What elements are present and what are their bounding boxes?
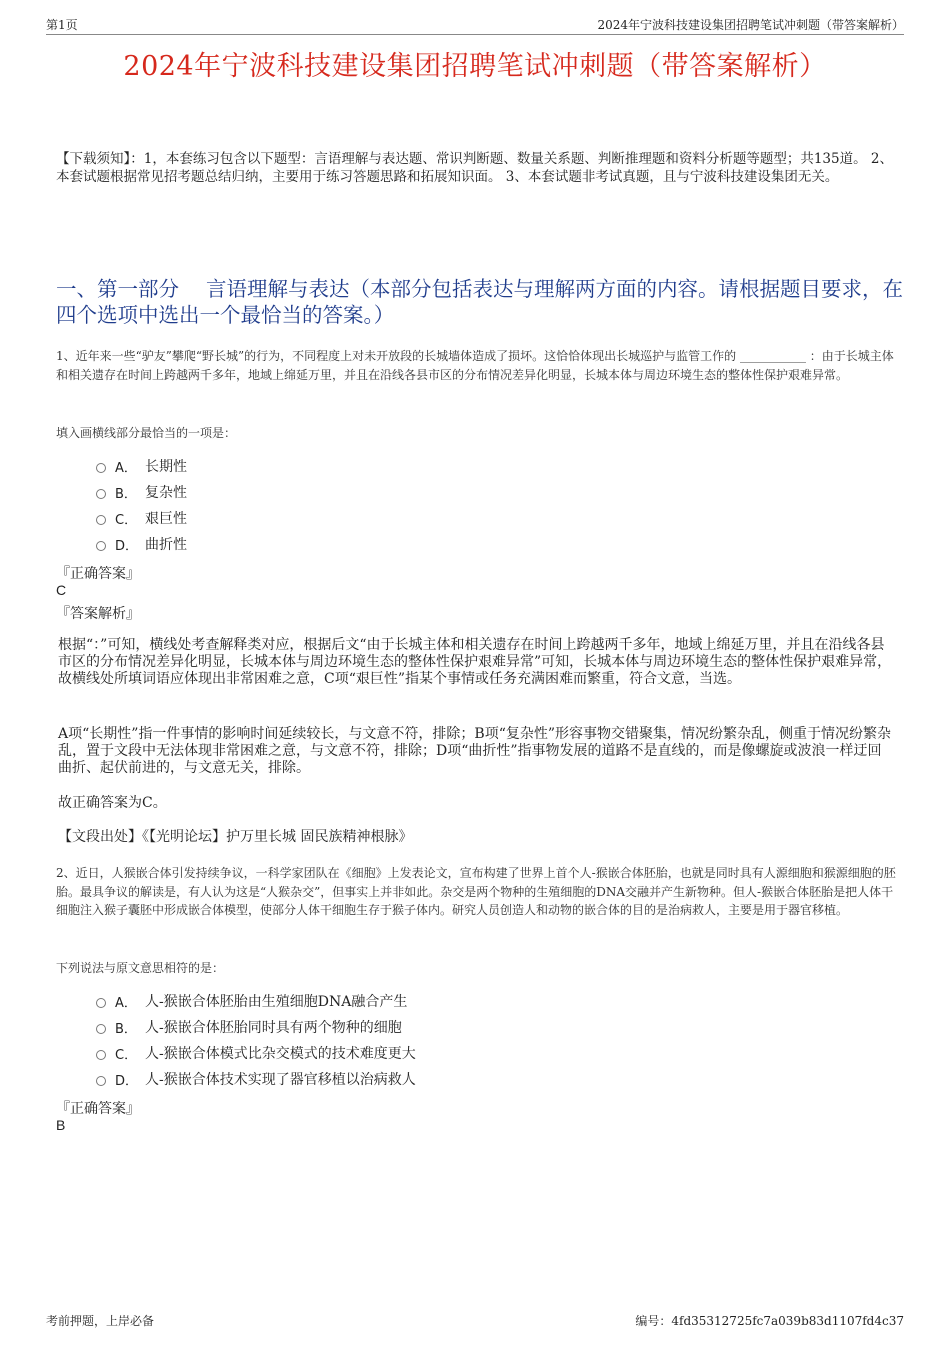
footer-serial: 编号：4fd35312725fc7a039b83d1107fd4c37	[635, 1314, 904, 1328]
page-number: 第1页	[46, 18, 78, 32]
q2-option-b[interactable]: B． 人-猴嵌合体胚胎同时具有两个物种的细胞	[96, 1014, 416, 1040]
section-heading: 一、第一部分 言语理解与表达（本部分包括表达与理解两方面的内容。请根据题目要求，在四个选项中选出一个最恰当的答案。）	[56, 277, 904, 327]
radio-icon[interactable]	[96, 463, 106, 473]
q1-analysis-3: 故正确答案为C。	[58, 795, 167, 811]
q1-answer: C	[56, 582, 67, 598]
page-header	[46, 14, 904, 35]
q1-analysis-1: 根据“：”可知，横线处考查解释类对应，根据后文“由于长城主体和相关遗存在时间上跨越两千多年，地域上绵延万里，并且在沿线各县市区的分布情况差异化明显，长城本体与周边环境生态的整体性保护艰难异常”可知，长城本体与周边环境生态的整体性保护艰难异常，故横线处所填词语应体现出非常困难之意，C项“艰巨性”指某个事情或任务充满困难而繁重，符合文意，当选。	[58, 637, 892, 687]
document-title: 2024年宁波科技建设集团招聘笔试冲刺题（带答案解析）	[123, 51, 827, 82]
footer-slogan: 考前押题，上岸必备	[46, 1314, 155, 1328]
radio-icon[interactable]	[96, 515, 106, 525]
radio-icon[interactable]	[96, 1050, 106, 1060]
q1-analysis-label: 『答案解析』	[56, 606, 140, 622]
q1-option-b[interactable]: B． 复杂性	[96, 479, 187, 505]
q2-option-c[interactable]: C． 人-猴嵌合体模式比杂交模式的技术难度更大	[96, 1040, 416, 1066]
radio-icon[interactable]	[96, 489, 106, 499]
q1-option-c[interactable]: C． 艰巨性	[96, 505, 187, 531]
radio-icon[interactable]	[96, 541, 106, 551]
question-1-text: 1、近年来一些“驴友”攀爬“野长城”的行为，不同程度上对未开放段的长城墙体造成了损坏。这恰恰体现出长城巡护与监管工作的 ___________ ：由于长城主体和相关遗存在时间上跨越两千多年，地域上绵延万里，并且在沿线各县市区的分布情况差异化明显，长城本体与周边环境生态的整体性保护艰难异常。	[56, 349, 894, 382]
radio-icon[interactable]	[96, 998, 106, 1008]
q1-analysis-2: A项“长期性”指一件事情的影响时间延续较长，与文意不符，排除；B项“复杂性”形容事物交错聚集，情况纷繁杂乱，侧重于情况纷繁杂乱，置于文段中无法体现非常困难之意，与文意不符，排除；D项“曲折性”指事物发展的道路不是直线的，而是像螺旋或波浪一样迂回曲折、起伏前进的，与文意无关，排除。	[58, 726, 892, 776]
q1-option-a[interactable]: A． 长期性	[96, 453, 187, 479]
q1-option-d[interactable]: D． 曲折性	[96, 531, 187, 557]
question-1-prompt: 填入画横线部分最恰当的一项是：	[56, 426, 237, 440]
q2-answer-label: 『正确答案』	[56, 1101, 140, 1117]
question-2-text: 2、近日，人猴嵌合体引发持续争议，一科学家团队在《细胞》上发表论文，宣布构建了世界上首个人-猴嵌合体胚胎，也就是同时具有人源细胞和猴源细胞的胚胎。最具争议的解读是，有人认为这是“人猴杂交”，但事实上并非如此。杂交是两个物种的生殖细胞的DNA交融并产生新物种。但人-猴嵌合体胚胎是把人体干细胞注入猴子囊胚中形成嵌合体模型，使部分人体干细胞生存于猴子体内。研究人员创造人和动物的嵌合体的目的是治病救人，主要是用于器官移植。	[56, 866, 896, 917]
question-1-options	[96, 453, 187, 557]
q2-option-d[interactable]: D． 人-猴嵌合体技术实现了器官移植以治病救人	[96, 1066, 416, 1092]
question-2-prompt: 下列说法与原文意思相符的是：	[56, 961, 225, 975]
radio-icon[interactable]	[96, 1076, 106, 1086]
q1-source: 【文段出处】《【光明论坛】护万里长城 固民族精神根脉》	[58, 829, 413, 845]
q2-option-a[interactable]: A． 人-猴嵌合体胚胎由生殖细胞DNA融合产生	[96, 988, 416, 1014]
q2-answer: B	[56, 1117, 66, 1133]
q1-answer-label: 『正确答案』	[56, 566, 140, 582]
radio-icon[interactable]	[96, 1024, 106, 1034]
question-2-options	[96, 988, 416, 1092]
download-notice: 【下载须知】：1，本套练习包含以下题型：言语理解与表达题、常识判断题、数量关系题、判断推理题和资料分析题等题型；共135道。 2、本套试题根据常见招考题总结归纳，主要用于练习答题思路和拓展知识面。 3、本套试题非考试真题，且与宁波科技建设集团无关。	[56, 151, 893, 185]
header-doc-title: 2024年宁波科技建设集团招聘笔试冲刺题（带答案解析）	[597, 18, 904, 32]
